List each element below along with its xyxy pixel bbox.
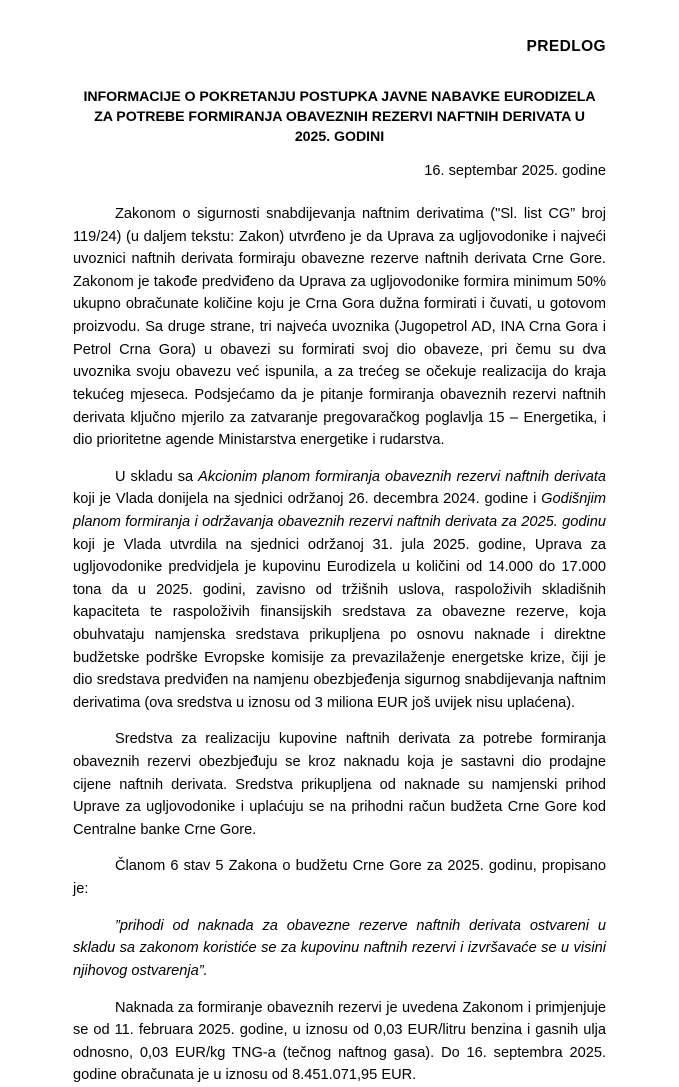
paragraph-4-text: Članom 6 stav 5 Zakona o budžetu Crne Gore za 2025. godinu, propisano je:	[73, 858, 606, 898]
paragraph-5-text: Naknada za formiranje obaveznih rezervi je uvedena Zakonom i primjenjuje se od 11. februara 2025. godine, u iznosu od 0,03 EUR/litru benzina i gasnih ulja odnosno, 0,03 EUR/kg TNG-a (tečnog naftnog gasa). Do 16. septembra 2025. godine obračunata je u iznosu od 8.451.071,95 EUR.	[73, 999, 606, 1084]
paragraph-5	[73, 997, 606, 1087]
paragraph-4-quote	[73, 915, 606, 983]
paragraph-4	[73, 855, 606, 900]
paragraph-1-text: Zakonom o sigurnosti snabdijevanja naftnim derivatima ("Sl. list CG” broj 119/24) (u daljem tekstu: Zakon) utvrđeno je da Uprava za ugljovodonike i najveći uvoznici naftnih derivata formiraju obavezne rezerve naftnih derivata Crne Gore. Zakonom je takođe predviđeno da Uprava za ugljovodonike formira minimum 50% ukupno obračunate količine koju je Crna Gora dužna formirati i čuvati, u gotovom proizvodu. Sa druge strane, tri najveća uvoznika (Jugopetrol AD, INA Crna Gora i Petrol Crna Gora) u obavezi su formirati svoj dio obaveze, pri čemu su dva uvoznika svoju obavezu već ispunila, a za trećeg se očekuje realizacija do kraja tekućeg mjeseca. Podsjećamo da je pitanje formiranja obaveznih rezervi naftnih derivata ključno mjerilo za zatvaranje pregovaračkog poglavlja 15 – Energetika, i dio prioritetne agende Ministarstva energetike i rudarstva.	[73, 206, 606, 449]
document-body	[73, 203, 606, 1087]
paragraph-2-text-part-3: koji je Vlada utvrdila na sjednici održanoj 31. jula 2025. godine, Uprava za ugljovodonike predvidjela je kupovinu Eurodizela u količini od 14.000 do 17.000 tona da u 2025. godini, zavisno od tržišnih uslova, raspoloživih skladišnih kapaciteta te raspoloživih finansijskih sredstava za obavezne rezerve, koja obuhvataju namjenska sredstava prikupljena po osnovu naknade i direktne budžetske podrške Evropske komisije za prevazilaženje energetske krize, čiji je dio sredstava predviđen na namjenu obezbjeđenja sigurnog snabdijevanja naftnim derivatima (ova sredstva u iznosu od 3 miliona EUR još uvijek nisu uplaćena).	[73, 536, 606, 711]
paragraph-3-text: Sredstva za realizaciju kupovine naftnih derivata za potrebe formiranja obaveznih rezervi obezbjeđuju se kroz naknadu koja je sastavni dio prodajne cijene naftnih derivata. Sredstva prikupljena od naknade su namjenski prihod Uprave za ugljovodonike i uplaćuju se na prihodni račun budžeta Crne Gore kod Centralne banke Crne Gore.	[73, 731, 606, 838]
law-quote-text: ”prihodi od naknada za obavezne rezerve naftnih derivata ostvareni u skladu sa zakonom koristiće se za kupovinu naftnih rezervi i izvršavaće se u visini njihovog ostvarenja”.	[73, 917, 606, 979]
page-title: INFORMACIJE O POKRETANJU POSTUPKA JAVNE NABAVKE EURODIZELA ZA POTREBE FORMIRANJA OBAVEZNIH REZERVI NAFTNIH DERIVATA U 2025. GODINI	[83, 88, 596, 145]
paragraph-2-italic-akcioni-plan: Akcionim planom formiranja obaveznih rezervi naftnih derivata	[198, 468, 606, 485]
paragraph-2-text-part-1: U skladu sa	[115, 468, 199, 485]
paragraph-2	[73, 466, 606, 715]
paragraph-2-text-part-2: koji je Vlada donijela na sjednici održanoj 26. decembra 2024. godine i	[73, 491, 542, 508]
paragraph-1	[73, 203, 606, 452]
document-date: 16. septembar 2025. godine	[424, 163, 606, 180]
header-label-predlog: PREDLOG	[526, 38, 606, 55]
title-block	[73, 87, 606, 147]
paragraph-3	[73, 728, 606, 841]
document-header	[73, 0, 606, 57]
paragraph-2-italic-godisnji-plan: Godišnjim planom formiranja i održavanja obaveznih rezervi naftnih derivata za 2025. godinu	[73, 491, 606, 530]
